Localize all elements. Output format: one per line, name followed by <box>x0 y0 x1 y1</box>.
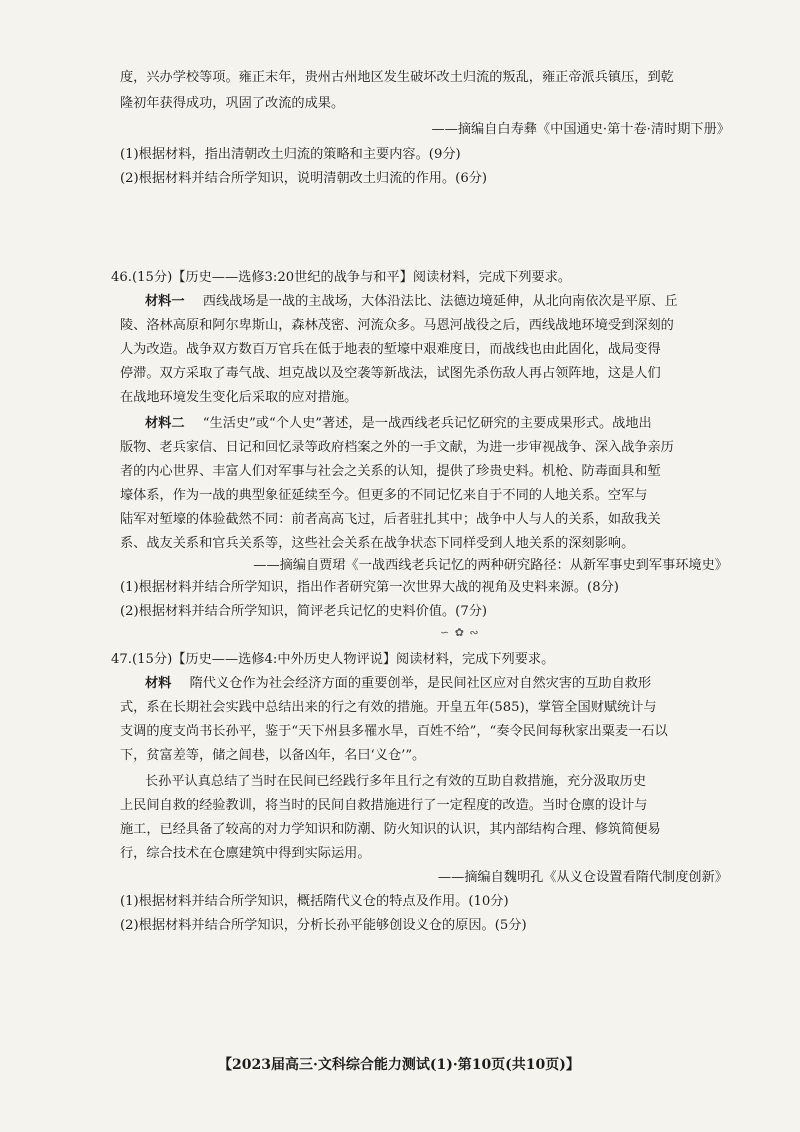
q47-material-line: 隋代义仓作为社会经济方面的重要创举，是民间社区应对自然灾害的互助自救形 <box>189 676 652 691</box>
q46-material-2-label: 材料二 <box>145 416 185 431</box>
q46-material-1-line: 人为改造。战争双方数百万官兵在低于地表的堑壕中艰难度日，而战线也由此固化，战局变得 <box>120 342 661 357</box>
q47-sub-question-2: (2)根据材料并结合所学知识，分析长孙平能够创设义仓的原因。(5分) <box>120 918 527 933</box>
q46-material-2-line: 壕体系，作为一战的典型象征延续至今。但更多的不同记忆来自于不同的人地关系。空军与 <box>120 488 648 503</box>
q45-text-line: 隆初年获得成功，巩固了改流的成果。 <box>120 96 345 111</box>
decorative-separator: ∽ ✿ ∾ <box>440 626 480 639</box>
q47-material-line: 上民间自救的经验教训，将当时的民间自救措施进行了一定程度的改造。当时仓廪的设计与 <box>120 798 648 813</box>
q46-material-1-line: 停滞。双方采取了毒气战、坦克战以及空袭等新战法，试图先杀伤敌人再占领阵地，这是人们 <box>120 366 661 381</box>
q46-material-2-line: 系、战友关系和官兵关系等，这些社会关系在战争状态下同样受到人地关系的深刻影响。 <box>120 536 635 551</box>
q46-sub-question-1: (1)根据材料并结合所学知识，指出作者研究第一次世界大战的视角及史料来源。(8分) <box>120 580 619 595</box>
q45-text-line: 度，兴办学校等项。雍正末年，贵州古州地区发生破坏改土归流的叛乱，雍正帝派兵镇压，到乾 <box>120 70 674 85</box>
q46-sub-question-2: (2)根据材料并结合所学知识，简评老兵记忆的史料价值。(7分) <box>120 604 488 619</box>
q46-material-1-line: 在战地环境发生变化后采取的应对措施。 <box>120 390 358 405</box>
q47-header: 47.(15分)【历史——选修4:中外历史人物评说】阅读材料，完成下列要求。 <box>111 652 555 667</box>
q47-material-line: 行，综合技术在仓廪建筑中得到实际运用。 <box>120 846 371 861</box>
q47-material-line: 支调的度支尚书长孙平，鉴于“天下州县多罹水旱，百姓不给”，“奏令民间每秋家出粟麦一石以 <box>120 724 668 739</box>
q45-sub-question-1: (1)根据材料，指出清朝改土归流的策略和主要内容。(9分) <box>120 147 461 162</box>
q46-material-1-line: 西线战场是一战的主战场，大体沿法比、法德边境延伸，从北向南依次是平原、丘 <box>202 294 678 309</box>
q47-material-label: 材料 <box>145 676 172 691</box>
q46-material-2-line: “生活史”或“个人史”著述，是一战西线老兵记忆研究的主要成果形式。战地出 <box>202 416 652 431</box>
q47-material-line: 下，贫富差等，储之闾巷，以备凶年，名曰‘义仓’”。 <box>120 748 426 763</box>
q47-material-line: 长孙平认真总结了当时在民间已经践行多年且行之有效的互助自救措施，充分汲取历史 <box>145 774 647 789</box>
q46-material-2-line: 者的内心世界、丰富人们对军事与社会之关系的认知，提供了珍贵史料。机枪、防毒面具和堑 <box>120 464 661 479</box>
q46-source: ——摘编自贾珺《一战西线老兵记忆的两种研究路径：从新军事史到军事环境史》 <box>253 558 728 573</box>
q46-material-1-label: 材料一 <box>145 294 185 309</box>
q47-material-line: 施工，已经具备了较高的对力学知识和防潮、防火知识的认识，其内部结构合理、修筑简便易 <box>120 822 661 837</box>
q46-material-2-line: 陆军对堑壕的体验截然不同：前者高高飞过，后者驻扎其中；战争中人与人的关系，如敌我关 <box>120 512 661 527</box>
q47-sub-question-1: (1)根据材料并结合所学知识，概括隋代义仓的特点及作用。(10分) <box>120 894 509 909</box>
q46-material-2-line: 版物、老兵家信、日记和回忆录等政府档案之外的一手文献，为进一步审视战争、深入战争亲历 <box>120 440 674 455</box>
page-footer: 【2023届高三·文科综合能力测试(1)·第10页(共10页)】 <box>218 1057 580 1073</box>
q45-source: ——摘编自白寿彝《中国通史·第十卷·清时期下册》 <box>431 122 730 137</box>
q47-material-line: 式，系在长期社会实践中总结出来的行之有效的措施。开皇五年(585)，掌管全国财赋统计与 <box>120 700 657 715</box>
q46-header: 46.(15分)【历史——选修3:20世纪的战争与和平】阅读材料，完成下列要求。 <box>111 270 572 285</box>
q46-material-1-line: 陵、洛林高原和阿尔卑斯山，森林茂密、河流众多。马恩河战役之后，西线战地环境受到深刻的 <box>120 318 674 333</box>
q45-sub-question-2: (2)根据材料并结合所学知识，说明清朝改土归流的作用。(6分) <box>120 171 488 186</box>
q47-source: ——摘编自魏明孔《从义仓设置看隋代制度创新》 <box>437 870 728 885</box>
